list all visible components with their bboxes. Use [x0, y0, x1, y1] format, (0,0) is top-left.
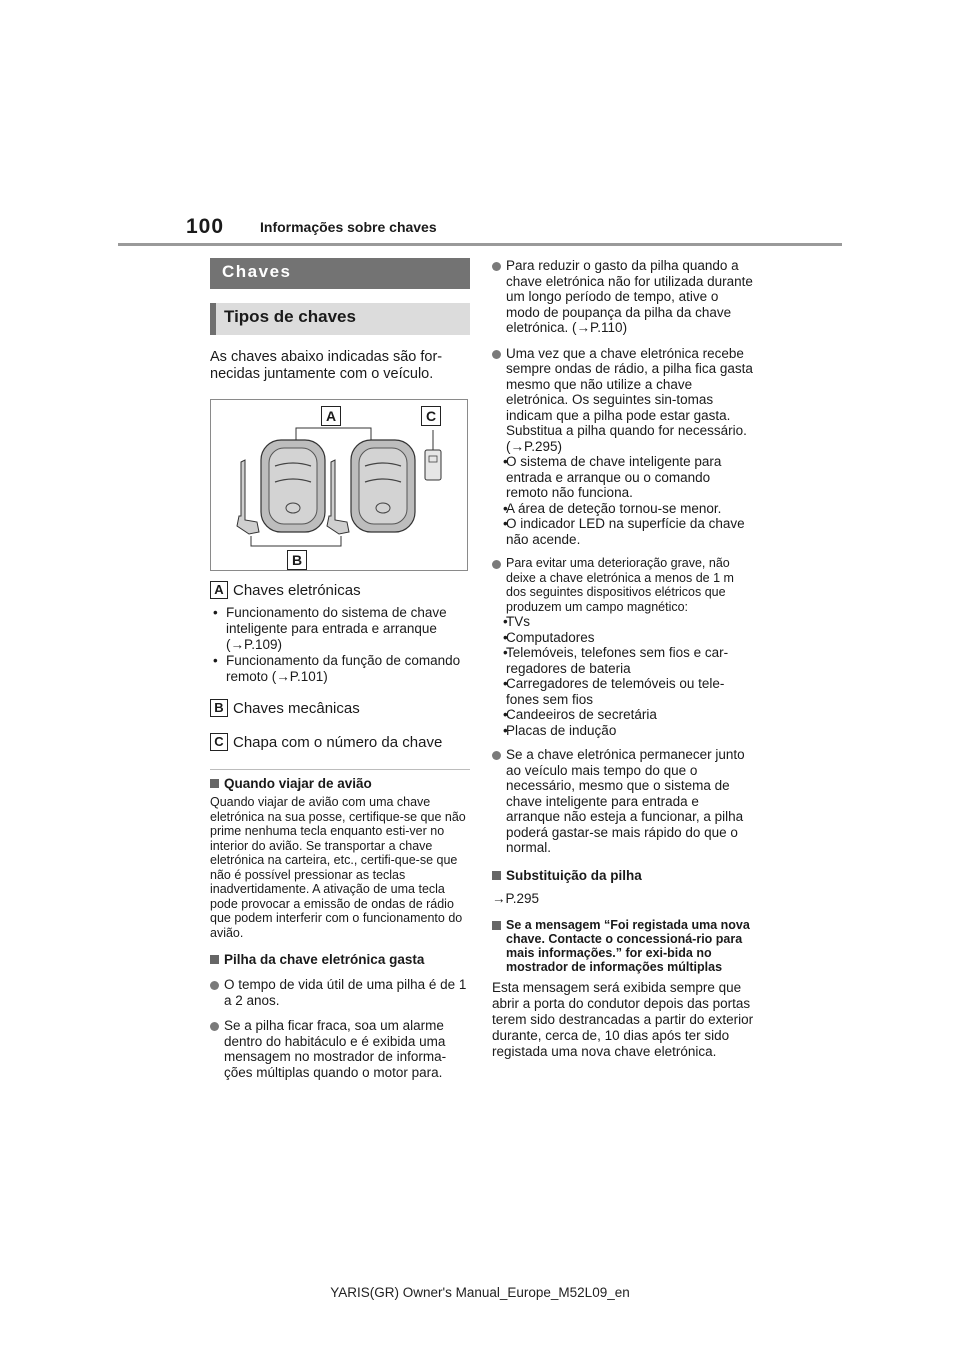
figure-label-c: C [421, 406, 441, 426]
page-title: Informações sobre chaves [260, 219, 437, 235]
list-item: • Candeeiros de secretária [492, 707, 754, 723]
key-label-c: Chapa com o número da chave [233, 733, 443, 751]
list-item: • Carregadores de telemóveis ou tele-fones sem fios [492, 676, 754, 707]
symptoms-list [492, 454, 754, 547]
key-entry-c [210, 733, 470, 751]
airplane-text: Quando viajar de avião com uma chave eletrónica na sua posse, certifique-se que não prime nenhuma tecla enquanto esti-ver no interior do avião. Se transportar a chave eletrónica na carteira, etc., certifi-que-se que não é possível pressionar as teclas inadvertidamente. A ativação de uma tecla pode provocar a emissão de ondas de rádio que podem interferir com o funcionamento do avião. [210, 795, 466, 940]
a-functions-list [210, 605, 470, 685]
battery-dot-2: Se a pilha ficar fraca, soa um alarme dentro do habitáculo e é exibida uma mensagem no mostrador de informa-ções múltiplas quando o motor para. [210, 1018, 470, 1080]
key-label-a: Chaves eletrónicas [233, 581, 361, 599]
list-item: • TVs [492, 614, 754, 630]
keys-illustration [210, 399, 468, 571]
battery-saving-dot: Para reduzir o gasto da pilha quando a chave eletrónica não for utilizada durante um longo período de tempo, ative o modo de poupança da pilha da chave eletrónica. (→P.110) [492, 258, 754, 336]
radio-waves-dot: Uma vez que a chave eletrónica recebe sempre ondas de rádio, a pilha fica gasta mesmo que não utilize a chave eletrónica. Os seguintes sin-tomas indicam que a pilha pode estar gasta. Substitua a pilha quando for necessário. (→P.295) [492, 346, 754, 455]
new-key-message-text: Esta mensagem será exibida sempre que abrir a porta do condutor depois das portas terem sido destrancadas a partir do exterior durante, cerca de, 10 dias após ter sido registada uma nova chave eletrónica. [492, 979, 754, 1059]
airplane-heading: Quando viajar de avião [210, 776, 470, 791]
footer-text: YARIS(GR) Owner's Manual_Europe_M52L09_en [330, 1285, 630, 1300]
list-item: • O sistema de chave inteligente para entrada e arranque ou o comando remoto não funciona. [492, 454, 754, 501]
header-rule [118, 243, 842, 246]
list-item: • Computadores [492, 630, 754, 646]
figure-label-a: A [321, 406, 341, 426]
key-box-a: A [210, 581, 228, 599]
replace-battery-heading: Substituição da pilha [492, 868, 754, 883]
figure-label-b: B [287, 550, 307, 570]
key-entry-a [210, 581, 470, 599]
new-key-message-heading: Se a mensagem “Foi registada uma nova chave. Contacte o concessioná-rio para mais informações.” for exi-bida no mostrador de informações múltiplas [492, 918, 754, 974]
list-item: • Funcionamento do sistema de chave inteligente para entrada e arranque (→P.109) [210, 605, 470, 653]
left-column [210, 258, 470, 1080]
battery-dot-1: O tempo de vida útil de uma pilha é de 1 a 2 anos. [210, 977, 470, 1008]
page-number: 100 [186, 215, 225, 238]
right-column [492, 258, 754, 1060]
key-entry-b [210, 699, 470, 717]
proximity-dot: Se a chave eletrónica permanecer junto ao veículo mais tempo do que o necessário, mesmo que o sistema de chave inteligente para entrada e arranque não esteja a funcionar, a pilha poderá gastar-se mais rápido do que o normal. [492, 747, 754, 856]
key-label-b: Chaves mecânicas [233, 699, 360, 717]
replace-battery-ref: →P.295 [492, 890, 540, 906]
key-box-c: C [210, 733, 228, 751]
section-divider [210, 769, 470, 770]
list-item: • Telemóveis, telefones sem fios e car-regadores de bateria [492, 645, 754, 676]
battery-heading: Pilha da chave eletrónica gasta [210, 952, 470, 967]
section-title: Chaves [210, 258, 470, 289]
list-item: • Placas de indução [492, 723, 754, 739]
magnetic-field-dot: Para evitar uma deterioração grave, não deixe a chave eletrónica a menos de 1 m dos seguintes dispositivos elétricos que produzem um campo magnético: [492, 556, 754, 614]
intro-text: As chaves abaixo indicadas são for- necidas juntamente com o veículo. [210, 349, 443, 382]
list-item: • A área de deteção tornou-se menor. [492, 501, 754, 517]
list-item: • Funcionamento da função de comando remoto (→P.101) [210, 653, 470, 685]
key-box-b: B [210, 699, 228, 717]
devices-list [492, 614, 754, 738]
subsection-title: Tipos de chaves [210, 303, 470, 335]
list-item: • O indicador LED na superfície da chave não acende. [492, 516, 754, 547]
